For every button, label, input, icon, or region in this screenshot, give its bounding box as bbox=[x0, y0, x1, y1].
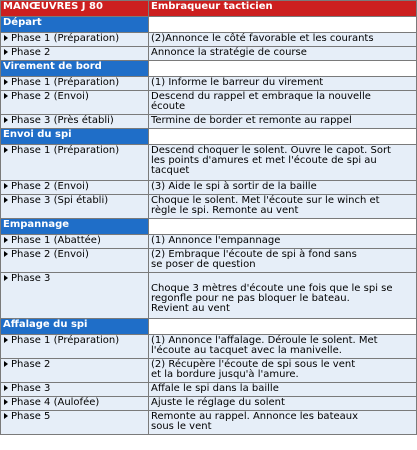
table-row bbox=[1, 145, 416, 180]
arrow-right-icon bbox=[4, 197, 8, 203]
action-line: Descend choquer le solent. Ouvre le capot. Sort bbox=[151, 145, 391, 156]
action-line: regonfle pour ne pas bloquer le bateau. bbox=[151, 293, 350, 304]
phase-label: Phase 1 (Préparation) bbox=[11, 33, 120, 44]
table-row bbox=[1, 235, 416, 248]
section-row bbox=[1, 61, 416, 76]
action-line: (2)Annonce le côté favorable et les courants bbox=[151, 33, 374, 44]
action-line: règle le spi. Remonte au vent bbox=[151, 205, 299, 216]
arrow-right-icon bbox=[4, 117, 8, 123]
section-row bbox=[1, 219, 416, 234]
action-line: Affale le spi dans la baille bbox=[151, 383, 279, 394]
section-blank-cell bbox=[149, 129, 416, 144]
arrow-right-icon bbox=[4, 251, 8, 257]
action-cell bbox=[149, 77, 416, 90]
phase-cell bbox=[1, 181, 148, 194]
phase-label: Phase 2 (Envoi) bbox=[11, 249, 89, 260]
action-line: (1) Annonce l'affalage. Déroule le solent. Met bbox=[151, 335, 378, 346]
arrow-right-icon bbox=[4, 79, 8, 85]
arrow-right-icon bbox=[4, 35, 8, 41]
action-line: (2) Embraque l'écoute de spi à fond sans bbox=[151, 249, 357, 260]
table-body bbox=[1, 1, 416, 434]
action-cell bbox=[149, 397, 416, 410]
phase-label: Phase 1 (Préparation) bbox=[11, 145, 120, 156]
arrow-right-icon bbox=[4, 183, 8, 189]
table-row bbox=[1, 335, 416, 358]
action-cell bbox=[149, 145, 416, 180]
action-cell bbox=[149, 47, 416, 60]
arrow-right-icon bbox=[4, 147, 8, 153]
phase-cell bbox=[1, 397, 148, 410]
section-title: Affalage du spi bbox=[1, 319, 148, 334]
section-blank-cell bbox=[149, 17, 416, 32]
phase-label: Phase 3 (Près établi) bbox=[11, 115, 114, 126]
action-cell bbox=[149, 91, 416, 114]
table-row bbox=[1, 77, 416, 90]
phase-cell bbox=[1, 195, 148, 218]
action-cell bbox=[149, 115, 416, 128]
phase-label: Phase 2 bbox=[11, 47, 51, 58]
action-cell bbox=[149, 195, 416, 218]
action-line: et la bordure jusqu'à l'amure. bbox=[151, 369, 299, 380]
phase-label: Phase 1 (Préparation) bbox=[11, 77, 120, 88]
section-title: Départ bbox=[1, 17, 148, 32]
phase-cell bbox=[1, 115, 148, 128]
phase-cell bbox=[1, 145, 148, 180]
action-line: tacquet bbox=[151, 165, 190, 176]
action-line: Annonce la stratégie de course bbox=[151, 47, 307, 58]
action-cell bbox=[149, 33, 416, 46]
section-row bbox=[1, 319, 416, 334]
phase-cell bbox=[1, 383, 148, 396]
table-row bbox=[1, 383, 416, 396]
action-line: (1) Informe le barreur du virement bbox=[151, 77, 324, 88]
action-cell bbox=[149, 335, 416, 358]
table-row bbox=[1, 249, 416, 272]
header-maneuvers: MANŒUVRES J 80 bbox=[1, 1, 148, 16]
table-row bbox=[1, 33, 416, 46]
table-row bbox=[1, 91, 416, 114]
action-line: sous le vent bbox=[151, 421, 212, 432]
arrow-right-icon bbox=[4, 237, 8, 243]
phase-label: Phase 2 (Envoi) bbox=[11, 181, 89, 192]
action-cell bbox=[149, 181, 416, 194]
section-title: Virement de bord bbox=[1, 61, 148, 76]
action-line: (2) Récupère l'écoute de spi sous le vent bbox=[151, 359, 356, 370]
action-line: Remonte au rappel. Annonce les bateaux bbox=[151, 411, 359, 422]
section-title: Empannage bbox=[1, 219, 148, 234]
action-cell bbox=[149, 273, 416, 318]
phase-cell bbox=[1, 335, 148, 358]
phase-cell bbox=[1, 77, 148, 90]
action-line: Termine de border et remonte au rappel bbox=[151, 115, 352, 126]
action-cell bbox=[149, 383, 416, 396]
section-title: Envoi du spi bbox=[1, 129, 148, 144]
action-line: se poser de question bbox=[151, 259, 256, 270]
arrow-right-icon bbox=[4, 385, 8, 391]
phase-label: Phase 1 (Préparation) bbox=[11, 335, 120, 346]
phase-label: Phase 4 (Aulofée) bbox=[11, 397, 100, 408]
action-line: les points d'amures et met l'écoute de spi au bbox=[151, 155, 377, 166]
action-line: l'écoute au tacquet avec la manivelle. bbox=[151, 345, 342, 356]
table-row bbox=[1, 273, 416, 318]
phase-cell bbox=[1, 33, 148, 46]
phase-label: Phase 5 bbox=[11, 411, 51, 422]
phase-cell bbox=[1, 47, 148, 60]
arrow-right-icon bbox=[4, 361, 8, 367]
arrow-right-icon bbox=[4, 93, 8, 99]
table-row bbox=[1, 47, 416, 60]
phase-cell bbox=[1, 249, 148, 272]
phase-cell bbox=[1, 411, 148, 434]
table-row bbox=[1, 411, 416, 434]
phase-label: Phase 3 (Spi établi) bbox=[11, 195, 109, 206]
action-line: écoute bbox=[151, 101, 186, 112]
action-line: Ajuste le réglage du solent bbox=[151, 397, 285, 408]
phase-label: Phase 1 (Abattée) bbox=[11, 235, 101, 246]
phase-cell bbox=[1, 359, 148, 382]
table-row bbox=[1, 195, 416, 218]
arrow-right-icon bbox=[4, 399, 8, 405]
header-role: Embraqueur tacticien bbox=[149, 1, 416, 16]
action-cell bbox=[149, 359, 416, 382]
table-row bbox=[1, 397, 416, 410]
section-blank-cell bbox=[149, 319, 416, 334]
action-cell bbox=[149, 411, 416, 434]
arrow-right-icon bbox=[4, 337, 8, 343]
action-cell bbox=[149, 235, 416, 248]
phase-label: Phase 2 (Envoi) bbox=[11, 91, 89, 102]
action-line: (3) Aide le spi à sortir de la baille bbox=[151, 181, 317, 192]
phase-label: Phase 2 bbox=[11, 359, 51, 370]
table-header-row bbox=[1, 1, 416, 16]
arrow-right-icon bbox=[4, 413, 8, 419]
table-row bbox=[1, 115, 416, 128]
section-blank-cell bbox=[149, 219, 416, 234]
phase-cell bbox=[1, 235, 148, 248]
section-row bbox=[1, 129, 416, 144]
action-line: Choque 3 mètres d'écoute une fois que le spi se bbox=[151, 283, 393, 294]
arrow-right-icon bbox=[4, 275, 8, 281]
table-row bbox=[1, 181, 416, 194]
arrow-right-icon bbox=[4, 49, 8, 55]
action-cell bbox=[149, 249, 416, 272]
phase-label: Phase 3 bbox=[11, 383, 51, 394]
phase-cell bbox=[1, 91, 148, 114]
phase-label: Phase 3 bbox=[11, 273, 51, 284]
action-line: Choque le solent. Met l'écoute sur le winch et bbox=[151, 195, 380, 206]
action-line: Revient au vent bbox=[151, 303, 230, 314]
action-line: Descend du rappel et embraque la nouvelle bbox=[151, 91, 371, 102]
table-row bbox=[1, 359, 416, 382]
section-row bbox=[1, 17, 416, 32]
section-blank-cell bbox=[149, 61, 416, 76]
phase-cell bbox=[1, 273, 148, 318]
action-line: (1) Annonce l'empannage bbox=[151, 235, 281, 246]
